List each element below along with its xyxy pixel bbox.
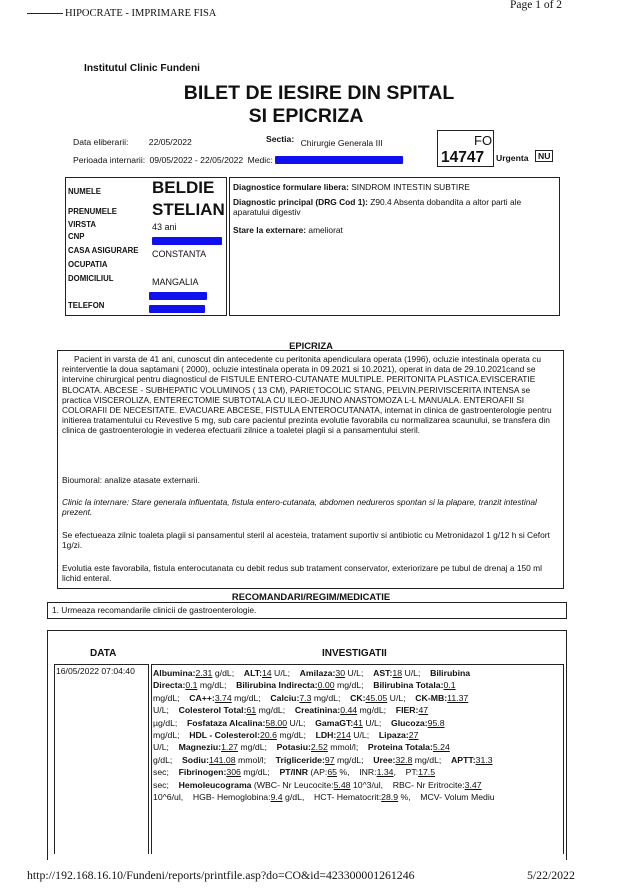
lab-unit-text: 10^3/ul, RBC- Nr Eritrocite: xyxy=(350,779,465,790)
lab-test-name: CK-MB: xyxy=(415,692,448,703)
lab-test-value: 7.3 xyxy=(299,692,312,703)
lab-unit-text: sec; xyxy=(153,779,179,790)
lab-test-name: PT/INR xyxy=(279,767,308,778)
patient-info-box xyxy=(65,177,227,316)
lab-unit-text: U/L; xyxy=(387,692,416,703)
lab-unit-text: g/dL; xyxy=(212,668,244,678)
patient-last-name: BELDIE xyxy=(152,178,215,197)
urgenta-value: NU xyxy=(535,150,553,162)
lab-test-value: 65 xyxy=(327,767,337,778)
lab-unit-text: mmol/l; xyxy=(327,742,368,753)
lab-unit-text: g/dL; xyxy=(153,754,182,765)
lab-result-line xyxy=(153,692,562,704)
redacted-phone xyxy=(149,305,205,313)
epicriza-title: EPICRIZA xyxy=(289,340,333,351)
exit-state-label: Stare la externare: xyxy=(233,225,307,235)
diagnosis-free-label: Diagnostice formulare libera: xyxy=(233,182,349,192)
diagnosis-principal xyxy=(233,197,557,217)
lab-test-name: APTT: xyxy=(451,754,476,765)
epicriza-paragraph-3: Clinic la internare: Stare generala influentata, fistula entero-cutanata, abdomen nedureros spontan si la plapare, tranzit intestinal prezent. xyxy=(62,497,537,518)
lab-result-line xyxy=(153,741,562,753)
lab-test-name: Sodiu: xyxy=(181,754,210,765)
lab-test-name: FIER: xyxy=(395,705,419,716)
lab-unit-text: mg/dL; xyxy=(334,754,374,765)
lab-test-value: 20.6 xyxy=(260,730,277,741)
header-rule xyxy=(27,13,63,14)
lab-test-value: 14 xyxy=(261,668,272,678)
redacted-cnp xyxy=(152,237,222,245)
lab-unit-text: U/L; xyxy=(153,742,179,753)
section-row xyxy=(266,134,383,148)
medic-label: Medic: xyxy=(247,155,273,165)
investigations-column-header: INVESTIGATII xyxy=(322,648,387,659)
lab-test-value: 27 xyxy=(408,730,419,741)
issue-date-label: Data eliberarii: xyxy=(73,137,129,147)
lab-test-name: Uree: xyxy=(373,754,396,765)
lab-unit-text: mg/dL; xyxy=(276,730,316,741)
lab-test-value: 141.08 xyxy=(209,754,236,765)
lab-test-name: CA++: xyxy=(189,692,215,703)
diagnosis-box xyxy=(229,177,560,316)
lab-unit-text: mg/dL; xyxy=(412,754,451,765)
lab-result-line xyxy=(153,779,562,791)
lab-unit-text: mg/dL; xyxy=(256,705,295,716)
lab-result-line xyxy=(153,667,562,679)
lab-test-value: 3.47 xyxy=(464,779,482,790)
lab-unit-text: mg/dL; xyxy=(197,680,237,691)
investigation-datetime: 16/05/2022 07:04:40 xyxy=(56,666,135,676)
lab-test-name: Magneziu: xyxy=(178,742,222,753)
diagnosis-principal-value: Z90.4 Absenta dobandita a altor parti ale aparatului digestiv xyxy=(233,197,522,218)
lab-unit-text: mg/dL; xyxy=(240,767,280,778)
epicriza-paragraph-2: Bioumoral: analize atasate externarii. xyxy=(62,475,200,485)
print-header-title: HIPOCRATE - IMPRIMARE FISA xyxy=(65,8,217,19)
epicriza-box xyxy=(57,350,564,589)
lab-test-value: 28.9 xyxy=(381,792,399,803)
lab-unit-text: µg/dL; xyxy=(153,717,187,728)
period-value: 09/05/2022 - 22/05/2022 xyxy=(149,155,244,165)
document-title-line1: BILET DE IESIRE DIN SPITAL xyxy=(183,82,455,104)
lab-test-value: 45.05 xyxy=(365,692,388,703)
diagnosis-free xyxy=(233,182,553,192)
results-cell xyxy=(151,664,564,854)
footer-date: 5/22/2022 xyxy=(527,868,575,882)
lab-test-value: 306 xyxy=(226,767,241,778)
document-title-line2: SI EPICRIZA xyxy=(248,105,364,127)
lab-unit-text: (AP: xyxy=(308,767,328,778)
epicriza-paragraph-5: Evolutia este favorabila, fistula enterocutanata cu debit redus sub tratament conservator, exteriorizare pe tubul de drenaj a 150 ml lichid enteral. xyxy=(62,563,542,584)
label-ocupatia: OCUPATIA xyxy=(68,260,108,269)
patient-first-name: STELIAN xyxy=(152,200,225,219)
lab-unit-text: %, INR: xyxy=(336,767,377,778)
lab-test-value: 47 xyxy=(418,705,429,716)
lab-test-name: Trigliceride: xyxy=(275,754,325,765)
lab-test-name: Directa: xyxy=(153,680,186,691)
period-row xyxy=(73,155,403,165)
lab-result-line xyxy=(153,704,562,716)
lab-unit-text: %, MCV- Volum Mediu xyxy=(398,792,495,803)
lab-unit-text: U/L; xyxy=(402,668,431,678)
lab-test-value: 2.52 xyxy=(310,742,328,753)
lab-unit-text: g/dL, HCT- Hematocrit: xyxy=(282,792,382,803)
lab-test-name: Colesterol Total: xyxy=(178,705,247,716)
lab-unit-text: U/L; xyxy=(271,668,300,678)
recommendations-title: RECOMANDARI/REGIM/MEDICATIE xyxy=(231,591,391,602)
lab-unit-text: sec; xyxy=(153,767,179,778)
lab-test-name: Lipaza: xyxy=(378,730,409,741)
lab-test-value: 17.5 xyxy=(418,767,436,778)
lab-test-name: Fibrinogen: xyxy=(178,767,227,778)
lab-unit-text: mg/dL; xyxy=(153,730,190,741)
label-casa-asigurare: CASA ASIGURARE xyxy=(68,246,139,255)
lab-results-text xyxy=(153,667,562,803)
lab-test-value: 5.24 xyxy=(432,742,450,753)
lab-test-value: 97 xyxy=(324,754,335,765)
lab-test-name: Albumina: xyxy=(153,668,196,678)
recommendations-box xyxy=(47,602,567,619)
investigations-box xyxy=(47,630,567,860)
lab-result-line xyxy=(153,766,562,778)
footer-url: http://192.168.16.10/Fundeni/reports/printfile.asp?do=CO&id=423300001261246 xyxy=(27,868,415,882)
lab-test-name: Potasiu: xyxy=(276,742,311,753)
diagnosis-principal-label: Diagnostic principal (DRG Cod 1): xyxy=(233,197,368,207)
lab-unit-text: (WBC- Nr Leucocite: xyxy=(251,779,334,790)
lab-test-name: Bilirubina xyxy=(430,668,471,678)
lab-test-value: 58.00 xyxy=(265,717,288,728)
fo-number: 14747 xyxy=(441,149,485,166)
lab-unit-text: U/L; xyxy=(362,717,391,728)
lab-test-value: 0.1 xyxy=(443,680,456,691)
lab-unit-text: mg/dL; xyxy=(238,742,277,753)
fo-box xyxy=(437,130,494,167)
lab-test-name: HDL - Colesterol: xyxy=(189,730,261,741)
patient-insurance: CONSTANTA xyxy=(152,249,207,259)
lab-unit-text: mg/dL; xyxy=(311,692,351,703)
lab-test-name: Calciu: xyxy=(270,692,300,703)
lab-unit-text: 10^6/ul, HGB- Hemoglobina: xyxy=(153,792,271,803)
lab-test-value: 3.74 xyxy=(214,692,232,703)
label-numele: NUMELE xyxy=(68,187,101,196)
lab-test-name: LDH: xyxy=(315,730,337,741)
lab-test-value: 0.1 xyxy=(185,680,198,691)
section-value: Chirurgie Generala III xyxy=(300,138,383,148)
exit-state xyxy=(233,225,343,235)
page-indicator: Page 1 of 2 xyxy=(510,0,563,11)
label-domiciliul: DOMICILIUL xyxy=(68,274,114,283)
lab-test-value: 31.3 xyxy=(475,754,493,765)
lab-result-line xyxy=(153,754,562,766)
institution-name: Institutul Clinic Fundeni xyxy=(84,63,201,74)
epicriza-paragraph-1: Pacient in varsta de 41 ani, cunoscut din antecedente cu peritonita apendiculara operata (1996), ocluzie intestinala operata cu reinterventie la doua saptamani ( 2000), ocluzie intestinala operata in 09.2021 si 10.2021), operat in data de 29.10.2021cand se intervine chirurgical pentru diagnosticul de FISTULE ENTERO-CUTANATE MULTIPLE. PERITONITA PLASTICA.EVISCERATIE BLOCATA. ABCESE - SUBHEPATIC VOLUMINOS ( 13 CM), PARIETOCOLIC STANG, PELVIN.PERIVISCERITA INTENSA se practica VISCEROLIZA, ENTERECTOMIE SUBTOTALA CU ILEO-JEJUNO ANASTOMOZA L-L MANUALA. ENTEROAFII SI COLORAFII DE NECESITATE. EVACUARE ABCESE, FISTULA ENTEROCUTANATA, internat in clinica de gastroenterologie pentru initierea tratamentului cu Revestive 5 mg, sub care pacientul prezinta evolutie favorabila cu normalizarea scaunului, se transfera din clinica de gastroenterologie in vederea efectuarii zilnice a toaletei plagii si a pansamentului steril. xyxy=(62,354,552,436)
patient-labels xyxy=(68,185,138,313)
label-telefon: TELEFON xyxy=(68,301,105,310)
lab-test-name: GamaGT: xyxy=(315,717,354,728)
lab-test-value: 95.8 xyxy=(427,717,445,728)
document-title xyxy=(0,82,622,128)
lab-test-value: 1.27 xyxy=(221,742,238,753)
patient-age: 43 ani xyxy=(152,222,177,232)
fo-label: FO xyxy=(474,133,493,148)
lab-test-name: Amilaza: xyxy=(299,668,336,678)
lab-result-line xyxy=(153,717,562,729)
lab-test-name: Bilirubina Indirecta: xyxy=(236,680,318,691)
datetime-cell xyxy=(54,664,149,854)
data-column-header: DATA xyxy=(90,648,117,659)
lab-test-value: 0.00 xyxy=(317,680,335,691)
recommendation-item: 1. Urmeaza recomandarile clinicii de gastroenterologie. xyxy=(52,605,257,615)
lab-test-value: 30 xyxy=(335,668,346,678)
lab-test-value: 214 xyxy=(336,730,351,741)
lab-result-line xyxy=(153,791,562,803)
lab-test-name: Hemoleucograma xyxy=(178,779,252,790)
lab-unit-text: U/L; xyxy=(350,730,379,741)
label-prenumele: PRENUMELE xyxy=(68,207,117,216)
epicriza-paragraph-4: Se efectueaza zilnic toaleta plagii si pansamentul steril al acesteia, tratament suportiv si antibiotic cu Metronidazol 1 g/12 h si Cefort 1g/zi. xyxy=(62,530,550,551)
urgenta-label: Urgenta xyxy=(496,153,529,163)
lab-unit-text: mg/dL; xyxy=(153,692,190,703)
lab-test-name: Creatinina: xyxy=(294,705,341,716)
period-label: Perioada internarii: xyxy=(73,155,146,165)
lab-unit-text: mg/dL; xyxy=(334,680,374,691)
label-virsta: VIRSTA xyxy=(68,220,97,229)
lab-result-line xyxy=(153,679,562,691)
redacted-medic-name xyxy=(275,156,403,164)
lab-test-value: 0.44 xyxy=(340,705,358,716)
exit-state-value: ameliorat xyxy=(308,225,343,235)
issue-date-row xyxy=(73,137,192,147)
lab-test-name: Bilirubina Totala: xyxy=(373,680,444,691)
patient-city: MANGALIA xyxy=(152,277,199,287)
lab-result-line xyxy=(153,729,562,741)
lab-test-value: 11.37 xyxy=(447,692,469,703)
lab-test-name: AST: xyxy=(373,668,393,678)
lab-unit-text: , PT: xyxy=(393,767,419,778)
redacted-address xyxy=(149,292,207,300)
diagnosis-free-value: SINDROM INTESTIN SUBTIRE xyxy=(351,182,470,192)
lab-test-name: CK: xyxy=(350,692,366,703)
lab-unit-text: U/L; xyxy=(287,717,316,728)
lab-test-value: 5.48 xyxy=(333,779,351,790)
lab-unit-text: U/L; xyxy=(153,705,179,716)
lab-test-value: 61 xyxy=(246,705,257,716)
lab-test-value: 2.31 xyxy=(195,668,213,678)
lab-test-name: Proteina Totala: xyxy=(367,742,433,753)
section-label: Sectia: xyxy=(266,134,295,144)
lab-test-value: 32.8 xyxy=(395,754,413,765)
lab-test-value: 41 xyxy=(353,717,363,728)
lab-unit-text: mmol/l; xyxy=(235,754,276,765)
label-cnp: CNP xyxy=(68,232,85,241)
issue-date-value: 22/05/2022 xyxy=(148,137,192,147)
lab-test-name: ALT: xyxy=(243,668,262,678)
lab-unit-text: mg/dL; xyxy=(357,705,396,716)
lab-test-value: 9.4 xyxy=(270,792,283,803)
lab-test-value: 18 xyxy=(392,668,403,678)
lab-test-value: 1.34 xyxy=(376,767,394,778)
lab-unit-text: mg/dL; xyxy=(231,692,271,703)
lab-test-name: Fosfataza Alcalina: xyxy=(186,717,266,728)
lab-test-name: Glucoza: xyxy=(390,717,428,728)
lab-unit-text: U/L; xyxy=(345,668,374,678)
